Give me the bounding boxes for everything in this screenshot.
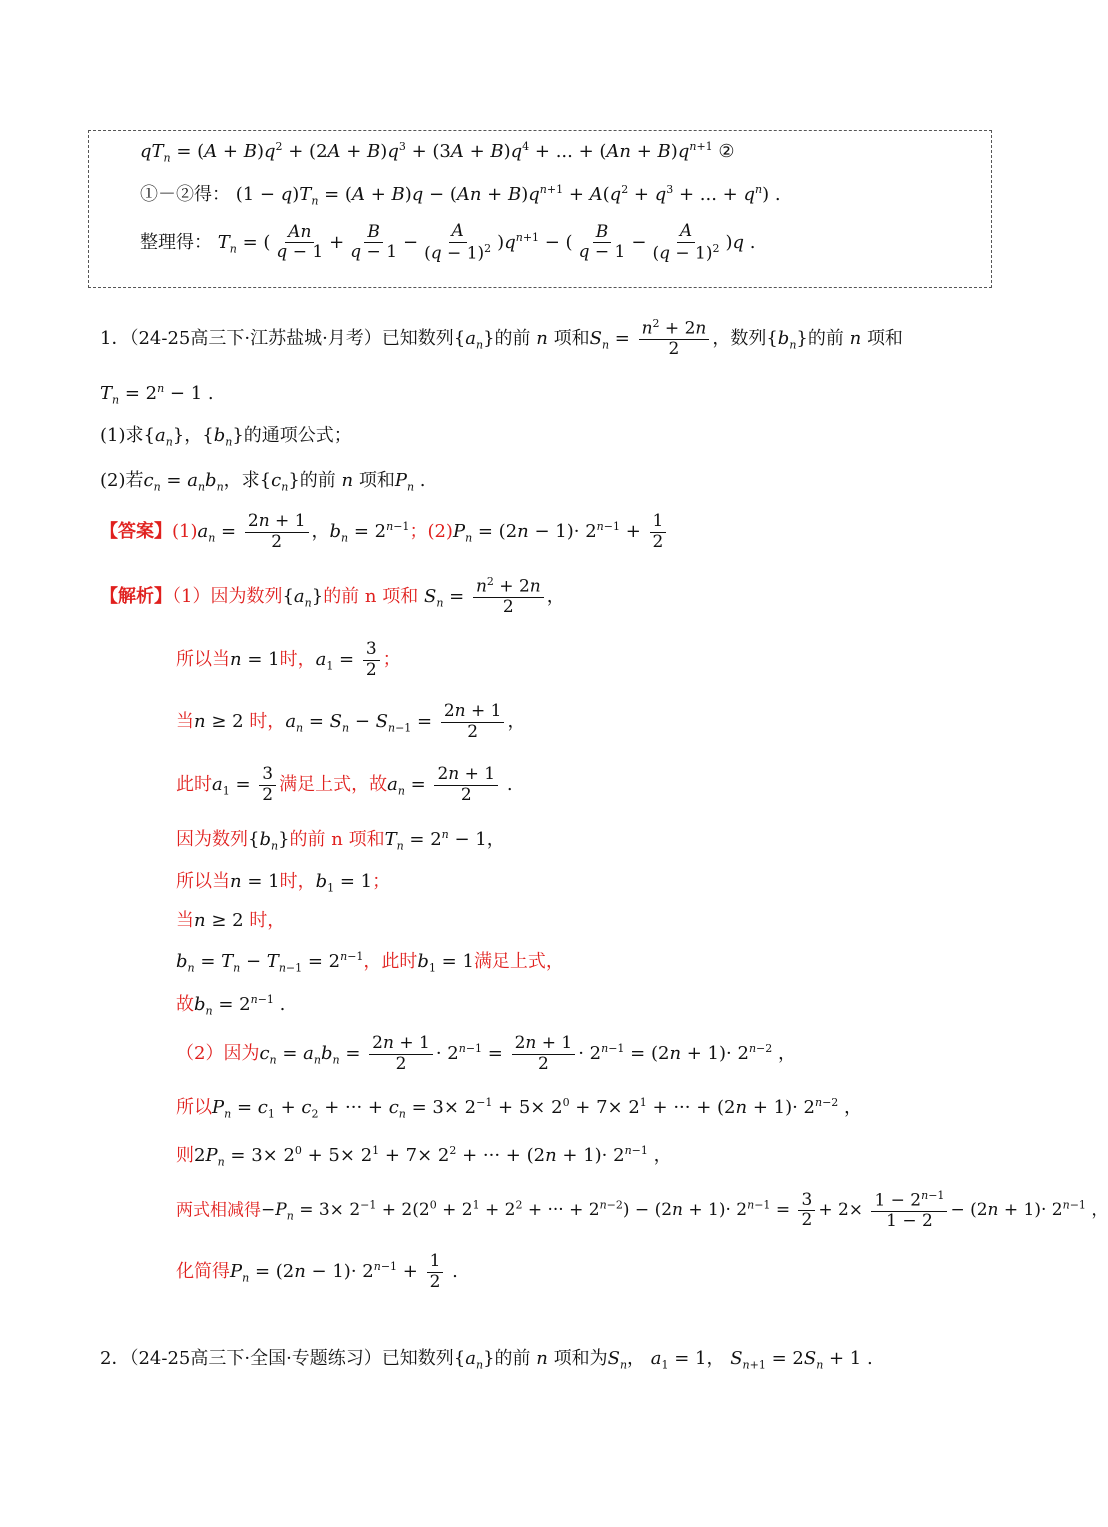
analysis-line-10: （2）因为$c_n = a_nb_n$ = $\frac{2n + 1}{2}$ · $2^{n-1}$ = $\frac{2n + 1}{2}$ · $2^{n-1} = (2n + 1)\cdot 2^{n-2}$ ， [176, 1033, 796, 1074]
analysis-line-7: 当n ≥ 2 时， [176, 910, 286, 931]
problem-1-question-1: (1)求$\{a_n\}$，$\{b_n\}$的通项公式； [100, 425, 352, 449]
analysis-line-3: 当n ≥ 2 时，$a_n = S_n - S_{n-1}$ = $\frac{2n + 1}{2}$ ， [176, 701, 526, 742]
analysis-label: 【解析】 [100, 585, 172, 607]
analysis-line-4: 此时$a_1$ = $\frac{3}{2}$ 满足上式，故$a_n$ = $\frac{2n + 1}{2}$ . [176, 764, 513, 805]
problem-1-text-f: 项和 [866, 327, 903, 349]
problem-2-number: 2． [100, 1348, 130, 1369]
analysis-s3b: 时， [249, 711, 286, 733]
analysis-s1: （1）因为数列 [172, 585, 283, 607]
analysis-line-11: 所以$P_n = c_1 + c_2$ + ··· + $c_n = 3\times 2^{-1} + 5\times 2^0 + 7\times 2^1$ + ··· + $(2n + 1)\cdot 2^{n-2}$ ， [176, 1096, 863, 1121]
analysis-s8c: 满足上式， [473, 951, 564, 972]
box-line-2: ①－②得： $(1 - q)T_n = (A + B)q - (An + B)q^{n+1} + A(q^2 + q^3$ + ... + $q^n$) . [140, 183, 781, 208]
analysis-s2b: 时， [279, 649, 316, 671]
analysis-s6: 所以当 [176, 871, 230, 892]
answer-label: 【答案】 [100, 521, 172, 543]
analysis-line-2: 所以当n = 1时，$a_1$ = $\frac{3}{2}$ ； [176, 639, 401, 680]
problem-1-stem: 1．（24-25高三下·江苏盐城·月考）已知数列$\{a_n\}$的前 n 项和$S_n$ = $\frac{n^2 + 2n}{2}$ ，数列$\{b_n\}$的前 n 项和 [100, 317, 903, 360]
analysis-s9: 故 [176, 994, 194, 1015]
problem-1-stem-cont: $T_n = 2^n - 1$ . [100, 382, 214, 407]
problem-1-number: 1． [100, 327, 130, 349]
problem-1-text-a: 已知数列 [381, 327, 454, 349]
problem-2-text-b: 的前 [494, 1348, 531, 1369]
analysis-s5: 因为数列 [176, 829, 248, 850]
question-2-tail: 的前 [299, 470, 336, 491]
analysis-s6b: 时， [279, 871, 316, 892]
analysis-line-12: 则$2P_n = 3\times 2^0 + 5\times 2^1 + 7\times 2^2$ + ··· + $(2n + 1)\cdot 2^{n-1}$ ， [176, 1144, 672, 1169]
question-1-label: (1)求 [100, 425, 144, 446]
analysis-s7b: 时， [249, 910, 286, 931]
circled-two: ② [718, 141, 735, 162]
problem-1-text-e: 的前 [807, 327, 844, 349]
box-line-3: 整理得： $T_n$ = ( $\frac{An}{q - 1}$ + $\frac{B}{q - 1}$ − $\frac{A}{(q - 1)^2}$ )$q^{n+1}$ − ( $\frac{B}{q - 1}$ − $\frac{A}{(q - 1)^2}$ )q . [140, 221, 756, 264]
question-2-mid: ，求 [223, 470, 260, 491]
analysis-line-6: 所以当n = 1时，$b_1 = 1$； [176, 871, 391, 895]
analysis-s5b: 的前 n 项和 [289, 829, 385, 850]
problem-2-source: （24-25高三下·全国·专题练习） [129, 1348, 382, 1369]
question-2-label: (2)若 [100, 470, 144, 491]
analysis-s8b: ，此时 [363, 951, 418, 972]
problem-1-question-2: (2)若$c_n = a_nb_n$，求$\{c_n\}$的前 n 项和$P_n$ . [100, 470, 426, 494]
answer-part-2: (2) [427, 521, 453, 543]
analysis-s4: 此时 [176, 774, 212, 796]
question-2-end: 项和 [358, 470, 395, 491]
analysis-s13: 两式相减得 [176, 1200, 261, 1221]
analysis-line-1: 【解析】（1）因为数列$\{a_n\}$的前 n 项和 $S_n$ = $\frac{n^2 + 2n}{2}$ ， [100, 575, 565, 618]
analysis-s4b: 满足上式，故 [279, 774, 388, 796]
analysis-line-13: 两式相减得$-P_n = 3\times 2^{-1} + 2(2^0 + 2^1 + 2^2$ + ··· + $2^{n-2}) - (2n + 1)\cdot 2^{n-1}$ = $\frac{3}{2}$ + 2× $\frac{1 - 2^{n-1}}{1 - 2}$ − $(2n + 1)\cdot 2^{n-1}$ ， [176, 1189, 1108, 1232]
analysis-s10: （2）因为 [176, 1043, 260, 1065]
box-line-1: $qT_n = (A + B)q^2 + (2A + B)q^3 + (3A + B)q^4$ + ... + $(An + B)q^{n+1}$ ② [140, 140, 735, 165]
analysis-s3: 当 [176, 711, 194, 733]
analysis-s7: 当 [176, 910, 194, 931]
problem-1-text-c: 项和 [553, 327, 590, 349]
problem-1-text-b: 的前 [494, 327, 531, 349]
problem-2-text-a: 已知数列 [381, 1348, 454, 1369]
problem-2-sep: ， [627, 1348, 646, 1369]
analysis-line-5: 因为数列$\{b_n\}$的前 n 项和$T_n = 2^n - 1$， [176, 828, 505, 853]
problem-2-stem: 2．（24-25高三下·全国·专题练习）已知数列$\{a_n\}$的前 n 项和为$S_n$， $a_1 = 1$， $S_{n+1} = 2S_n + 1$ . [100, 1348, 873, 1372]
analysis-line-8: $b_n = T_n - T_{n-1} = 2^{n-1}$，此时$b_1 = 1$满足上式， [176, 950, 564, 975]
analysis-s12: 则 [176, 1145, 194, 1166]
problem-1-source: （24-25高三下·江苏盐城·月考） [129, 327, 382, 349]
answer-line: 【答案】$(1)a_n$ = $\frac{2n + 1}{2}$ ，$b_n = 2^{n-1}$；$(2)P_n = (2n - 1)\cdot 2^{n-1}$ + $\frac{1}{2}$ [100, 512, 669, 552]
box-line-2-label: ①－②得： [140, 184, 230, 205]
problem-2-text-c: 项和为 [553, 1348, 608, 1369]
analysis-line-9: 故$b_n = 2^{n-1}$ . [176, 993, 286, 1018]
analysis-line-14: 化简得$P_n = (2n - 1)\cdot 2^{n-1}$ + $\frac{1}{2}$ . [176, 1251, 458, 1292]
analysis-s1b: 的前 n 项和 [323, 585, 419, 607]
analysis-s14: 化简得 [176, 1261, 230, 1283]
analysis-s2: 所以当 [176, 649, 230, 671]
answer-part-1: (1) [172, 521, 198, 543]
box-line-3-label: 整理得： [140, 231, 212, 253]
analysis-s11: 所以 [176, 1097, 212, 1118]
problem-1-text-d: ，数列 [712, 327, 767, 349]
question-1-tail: 的通项公式； [243, 425, 352, 446]
